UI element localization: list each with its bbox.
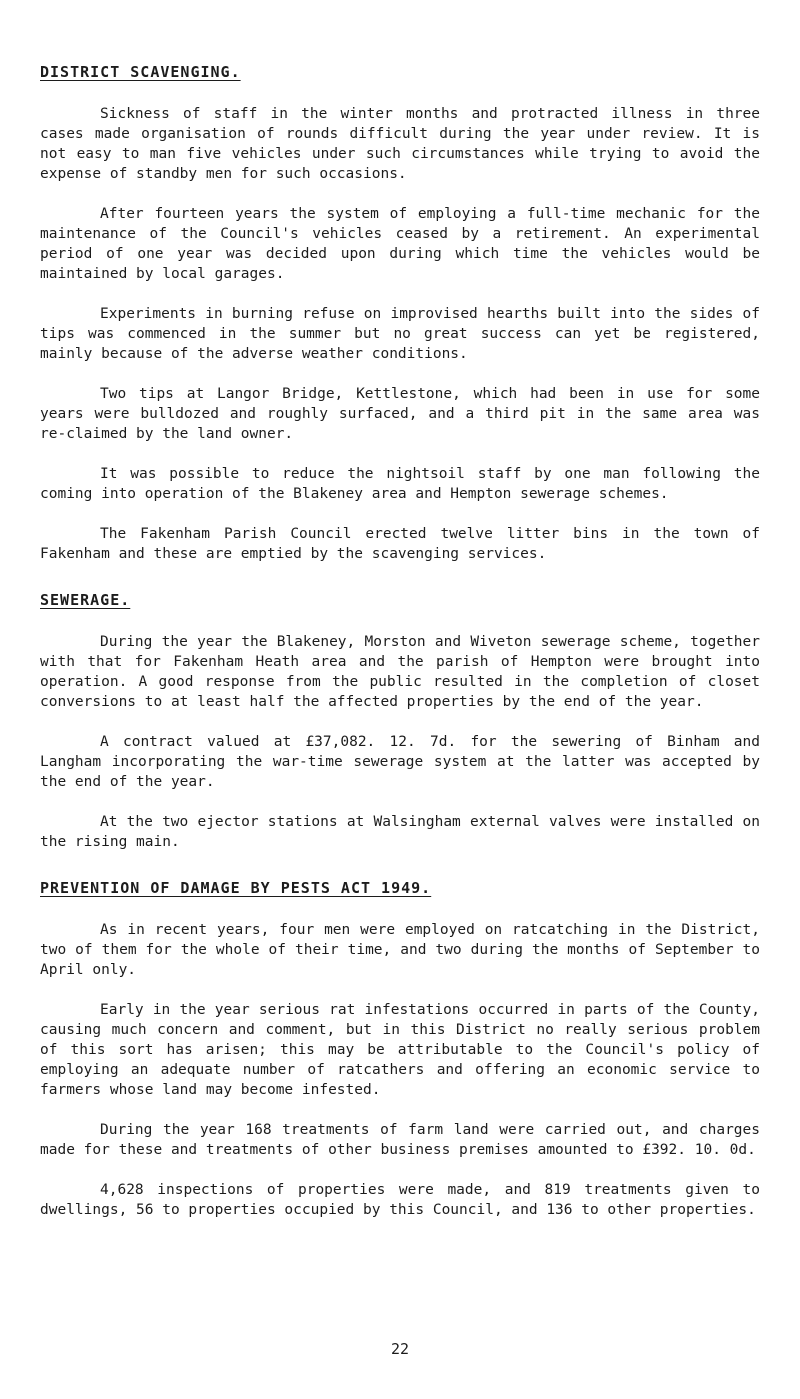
page-number: 22	[390, 1340, 410, 1358]
paragraph-sewerage-schemes: During the year the Blakeney, Morston and Wiveton sewerage scheme, together with that for Fakenham Heath area and the parish of Hempton were brought into operation. A good response from the public resulted in the completion of closet conversions to at least half the affected properties by the end of the year.	[40, 634, 760, 710]
paragraph-scavenging-tips: Two tips at Langor Bridge, Kettlestone, which had been in use for some years were bulldozed and roughly surfaced, and a third pit in the same area was re-claimed by the land owner.	[40, 386, 760, 442]
paragraph-pests-infestations: Early in the year serious rat infestations occurred in parts of the County, causing much concern and comment, but in this District no really serious problem of this sort has arisen; this may be attributable to the Council's policy of employing an adequate number of ratcathers and offering an economic service to farmers whose land may become infested.	[40, 1002, 760, 1098]
heading-district-scavenging: DISTRICT SCAVENGING.	[40, 63, 241, 81]
paragraph-pests-inspections: 4,628 inspections of properties were made, and 819 treatments given to dwellings, 56 to properties occupied by this Council, and 136 to other properties.	[40, 1182, 760, 1218]
paragraph-scavenging-nightsoil: It was possible to reduce the nightsoil staff by one man following the coming into operation of the Blakeney area and Hempton sewerage schemes.	[40, 466, 760, 502]
paragraph-scavenging-litter-bins: The Fakenham Parish Council erected twelve litter bins in the town of Fakenham and these are emptied by the scavenging services.	[40, 526, 760, 562]
paragraph-pests-ratcatchers: As in recent years, four men were employed on ratcatching in the District, two of them for the whole of their time, and two during the months of September to April only.	[40, 922, 760, 978]
paragraph-pests-farm-treatments: During the year 168 treatments of farm land were carried out, and charges made for these and treatments of other business premises amounted to £392. 10. 0d.	[40, 1122, 760, 1158]
paragraph-sewerage-ejector: At the two ejector stations at Walsingham external valves were installed on the rising main.	[40, 814, 760, 850]
heading-sewerage: SEWERAGE.	[40, 591, 131, 609]
paragraph-scavenging-mechanic: After fourteen years the system of employing a full-time mechanic for the maintenance of the Council's vehicles ceased by a retirement. An experimental period of one year was decided upon during which time the vehicles would be maintained by local garages.	[40, 206, 760, 282]
paragraph-scavenging-sickness: Sickness of staff in the winter months and protracted illness in three cases made organisation of rounds difficult during the year under review. It is not easy to man five vehicles under such circumstances while trying to avoid the expense of standby men for such occasions.	[40, 106, 760, 182]
heading-prevention-of-damage-by-pests: PREVENTION OF DAMAGE BY PESTS ACT 1949.	[40, 879, 432, 897]
paragraph-sewerage-contract: A contract valued at £37,082. 12. 7d. for the sewering of Binham and Langham incorporating the war-time sewerage system at the latter was accepted by the end of the year.	[40, 734, 760, 790]
paragraph-scavenging-burning: Experiments in burning refuse on improvised hearths built into the sides of tips was commenced in the summer but no great success can yet be registered, mainly because of the adverse weather conditions.	[40, 306, 760, 362]
